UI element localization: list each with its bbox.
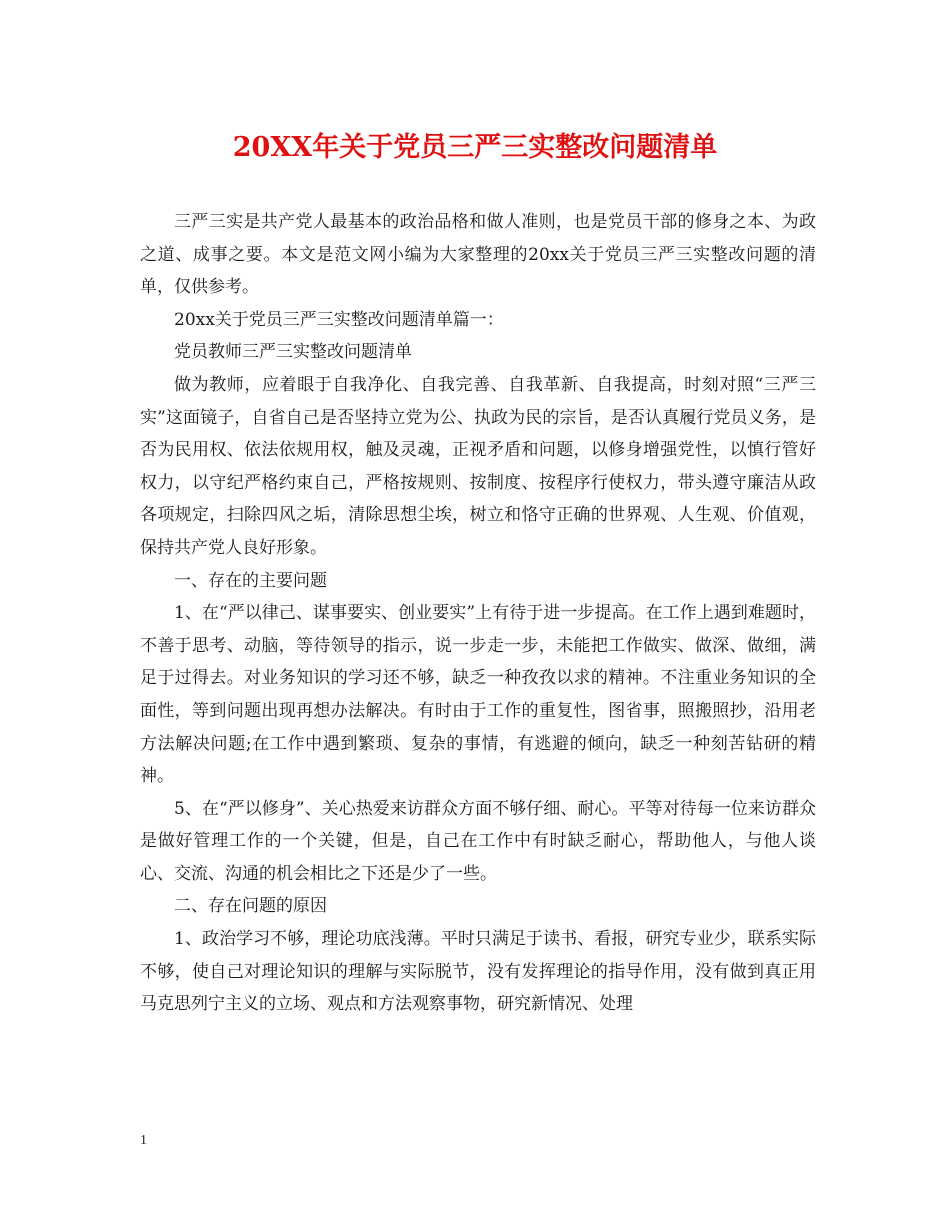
document-body <box>140 206 816 1021</box>
paragraph-section-heading: 20xx关于党员三严三实整改问题清单篇一： <box>174 309 504 330</box>
paragraph-teacher-reflection: 做为教师，应着眼于自我净化、自我完善、自我革新、自我提高，时刻对照“三严三实”这面镜子，自省自己是否坚持立党为公、执政为民的宗旨，是否认真履行党员义务，是否为民用权、依法依规用权，触及灵魂，正视矛盾和问题，以修身增强党性，以慎行管好权力，以守纪严格约束自己，严格按规则、按制度、按程序行使权力，带头遵守廉洁从政各项规定，扫除四风之垢，清除思想尘埃，树立和恪守正确的世界观、人生观、价值观，保持共产党人良好形象。 <box>140 374 816 558</box>
paragraph-intro: 三严三实是共产党人最基本的政治品格和做人准则，也是党员干部的修身之本、为政之道、成事之要。本文是范文网小编为大家整理的20xx关于党员三严三实整改问题的清单，仅供参考。 <box>140 212 816 298</box>
paragraph-heading-problems: 一、存在的主要问题 <box>174 570 327 591</box>
page-number: 1 <box>140 1133 147 1148</box>
paragraph-subtitle: 党员教师三严三实整改问题清单 <box>174 342 412 363</box>
paragraph-problem-5: 5、在“严以修身”、关心热爱来访群众方面不够仔细、耐心。平等对待每一位来访群众是做好管理工作的一个关键，但是，自己在工作中有时缺乏耐心，帮助他人，与他人谈心、交流、沟通的机会相比之下还是少了一些。 <box>140 798 816 884</box>
paragraph-heading-causes: 二、存在问题的原因 <box>174 896 327 917</box>
paragraph-problem-1: 1、在“严以律己、谋事要实、创业要实”上有待于进一步提高。在工作上遇到难题时，不善于思考、动脑，等待领导的指示，说一步走一步，未能把工作做实、做深、做细，满足于过得去。对业务知识的学习还不够，缺乏一种孜孜以求的精神。不注重业务知识的全面性，等到问题出现再想办法解决。有时由于工作的重复性，图省事，照搬照抄，沿用老方法解决问题;在工作中遇到繁琐、复杂的事情，有逃避的倾向，缺乏一种刻苦钻研的精神。 <box>140 603 816 787</box>
document-title: 20XX年关于党员三严三实整改问题清单 <box>232 132 718 163</box>
paragraph-cause-1: 1、政治学习不够，理论功底浅薄。平时只满足于读书、看报，研究专业少，联系实际不够，使自己对理论知识的理解与实际脱节，没有发挥理论的指导作用，没有做到真正用马克思列宁主义的立场、观点和方法观察事物，研究新情况、处理 <box>140 929 816 1015</box>
